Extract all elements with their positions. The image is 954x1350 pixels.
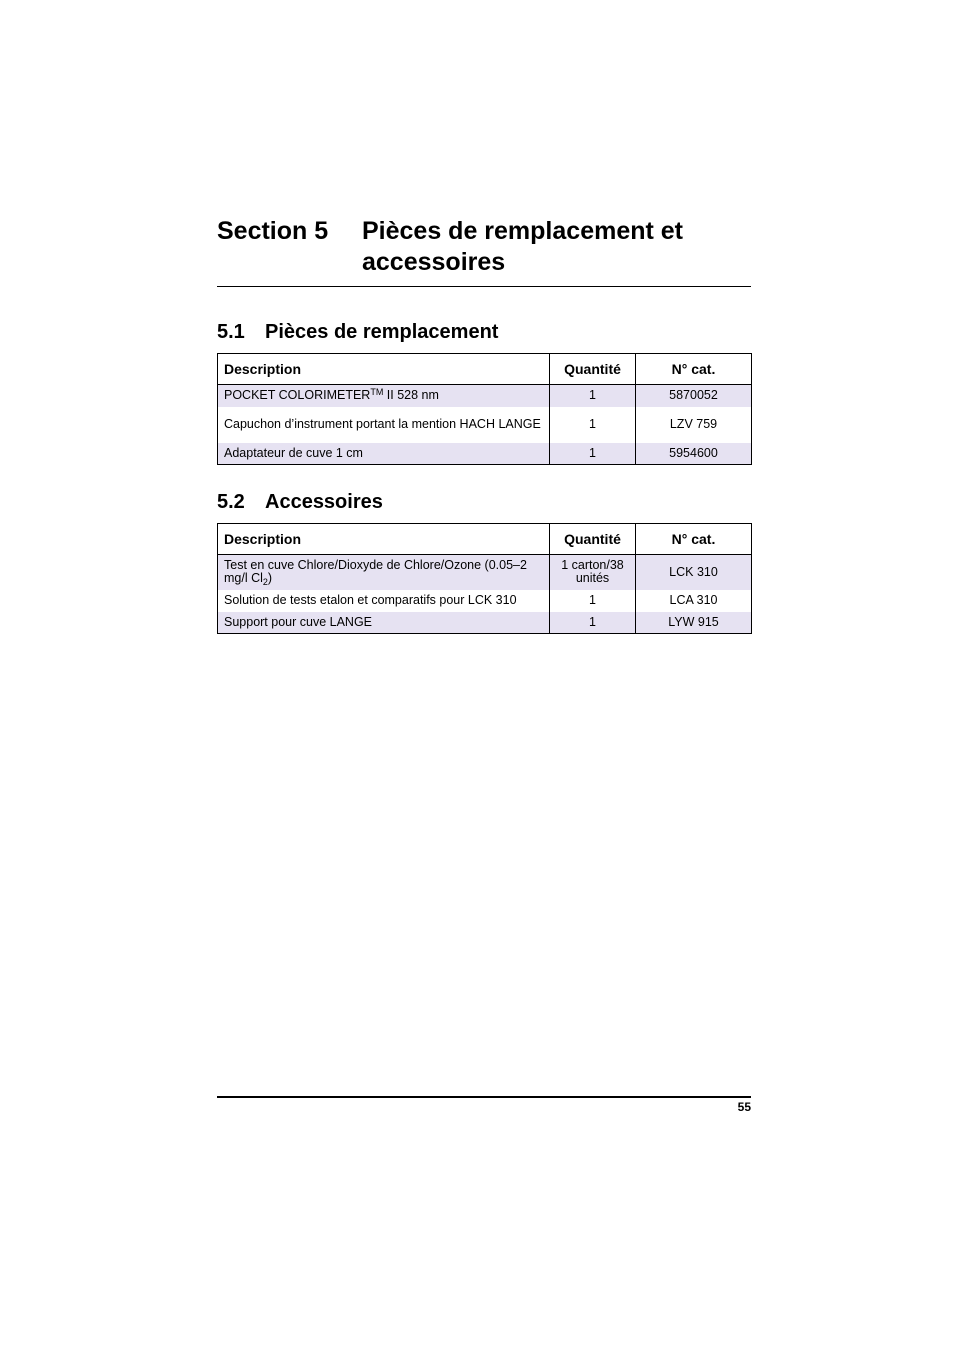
section-title: Pièces de remplacement et accessoires (362, 217, 683, 276)
cell-quantity: 1 (550, 612, 636, 634)
replacement-parts-table (217, 353, 752, 465)
subsection-title: Pièces de remplacement (265, 321, 499, 343)
cell-cat-number: LZV 759 (636, 407, 752, 443)
subsection-title: Accessoires (265, 491, 383, 513)
header-cat-number: N° cat. (636, 524, 752, 555)
subsection-number: 5.1 (217, 321, 245, 343)
header-quantity: Quantité (550, 354, 636, 385)
table-row (218, 555, 752, 590)
cell-description: Adaptateur de cuve 1 cm (218, 443, 550, 465)
header-description: Description (218, 524, 550, 555)
header-quantity: Quantité (550, 524, 636, 555)
cell-quantity: 1 (550, 443, 636, 465)
cell-cat-number: 5870052 (636, 385, 752, 407)
subsection-heading-5-1 (217, 320, 498, 344)
table-header-row (218, 524, 752, 555)
cell-description: Test en cuve Chlore/Dioxyde de Chlore/Ozone (0.05–2 mg/l $Cl_2$) (218, 555, 550, 590)
cell-quantity: 1 (550, 385, 636, 407)
footer-rule (217, 1096, 751, 1098)
subsection-number: 5.2 (217, 491, 245, 513)
cell-description: Capuchon d’instrument portant la mention HACH LANGE (218, 407, 550, 443)
cell-cat-number: LYW 915 (636, 612, 752, 634)
cell-quantity: 1 (550, 590, 636, 612)
section-heading (217, 216, 751, 287)
table-row (218, 385, 752, 407)
cell-description: Solution de tests etalon et comparatifs pour LCK 310 (218, 590, 550, 612)
page-number: 55 (737, 1100, 751, 1114)
table-row (218, 407, 752, 443)
cell-description: POCKET COLORIMETER™ II 528 nm (218, 385, 550, 407)
cell-quantity: 1 (550, 407, 636, 443)
cell-cat-number: 5954600 (636, 443, 752, 465)
header-cat-number: N° cat. (636, 354, 752, 385)
table-row (218, 590, 752, 612)
section-number: Section 5 (217, 217, 329, 245)
cell-cat-number: LCA 310 (636, 590, 752, 612)
accessories-table (217, 523, 752, 634)
cell-quantity: 1 carton/38 unités (550, 555, 636, 590)
table-row (218, 443, 752, 465)
table-header-row (218, 354, 752, 385)
subsection-heading-5-2 (217, 490, 383, 514)
header-description: Description (218, 354, 550, 385)
cell-description: Support pour cuve LANGE (218, 612, 550, 634)
cell-cat-number: LCK 310 (636, 555, 752, 590)
table-row (218, 612, 752, 634)
